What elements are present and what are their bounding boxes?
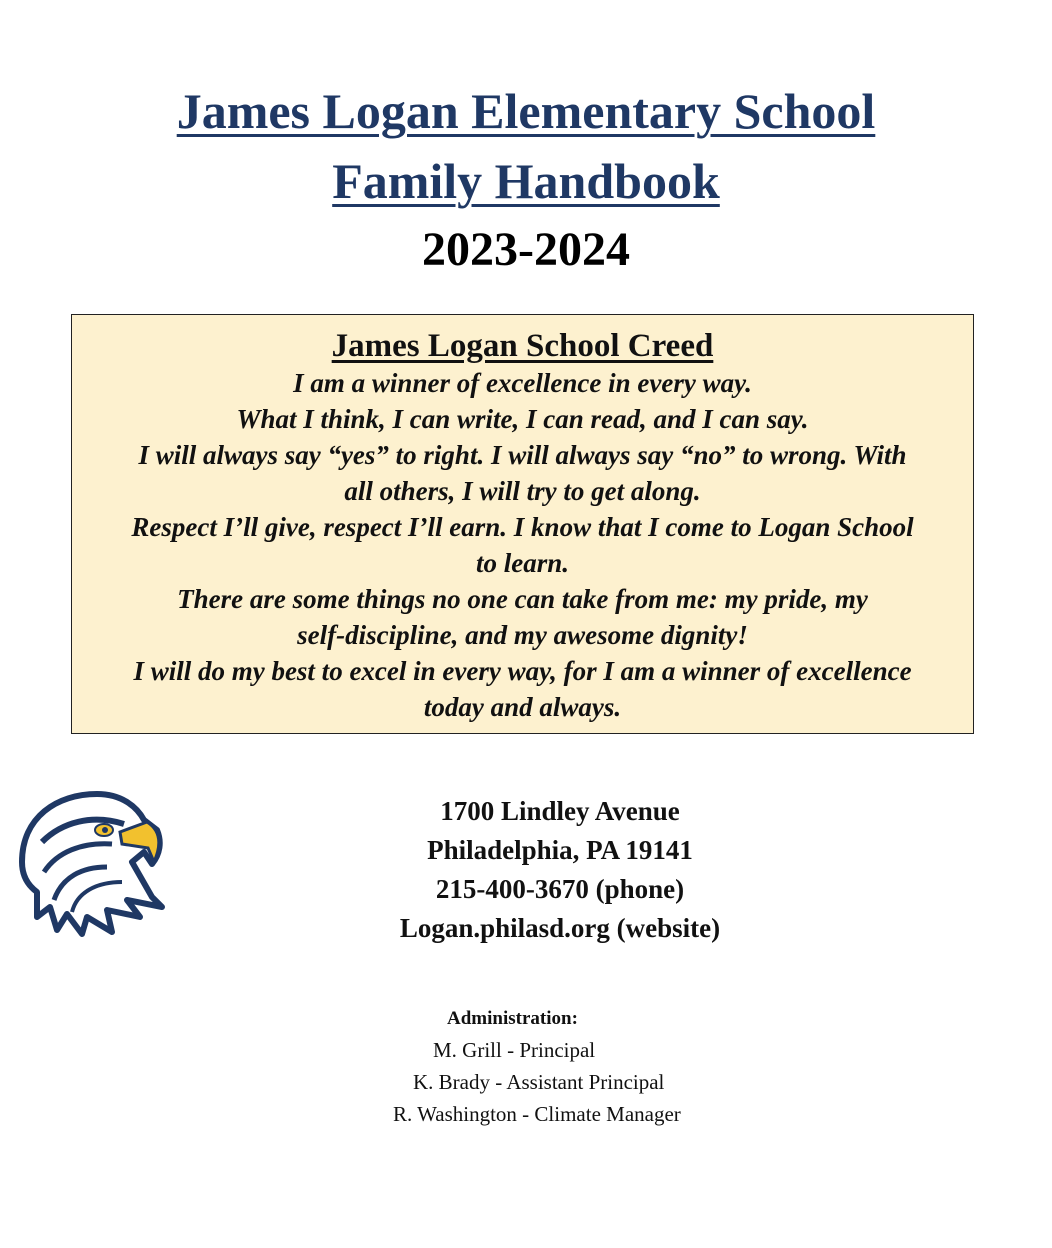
creed-line: to learn. — [475, 548, 569, 578]
administration-label: Administration: — [447, 1008, 578, 1029]
creed-line: There are some things no one can take from me: my pride, my — [177, 584, 868, 614]
admin-member: K. Brady - Assistant Principal — [413, 1070, 665, 1094]
creed-line: Respect I’ll give, respect I’ll earn. I know that I come to Logan School — [131, 512, 914, 542]
admin-member: M. Grill - Principal — [433, 1038, 596, 1062]
creed-line: today and always. — [423, 692, 622, 722]
eagle-logo-icon — [12, 782, 172, 942]
creed-line: I am a winner of excellence in every way. — [293, 368, 752, 398]
phone-number: 215-400-3670 (phone) — [435, 874, 685, 904]
city-state-zip: Philadelphia, PA 19141 — [427, 835, 693, 865]
creed-line: self-discipline, and my awesome dignity! — [297, 620, 748, 650]
creed-line: all others, I will try to get along. — [344, 476, 701, 506]
document-subtitle: Family Handbook — [332, 153, 720, 209]
creed-heading: James Logan School Creed — [331, 328, 714, 364]
contact-info — [300, 792, 820, 948]
street-address: 1700 Lindley Avenue — [440, 796, 680, 826]
website: Logan.philasd.org (website) — [399, 913, 721, 943]
school-year: 2023-2024 — [422, 223, 630, 276]
creed-line: What I think, I can write, I can read, and I can say. — [236, 404, 809, 434]
admin-member: R. Washington - Climate Manager — [393, 1102, 681, 1126]
school-creed-box — [71, 314, 974, 734]
document-title: James Logan Elementary School — [176, 83, 876, 139]
creed-line: I will always say “yes” to right. I will always say “no” to wrong. With — [138, 440, 907, 470]
creed-line: I will do my best to excel in every way, for I am a winner of excellence — [133, 656, 912, 686]
